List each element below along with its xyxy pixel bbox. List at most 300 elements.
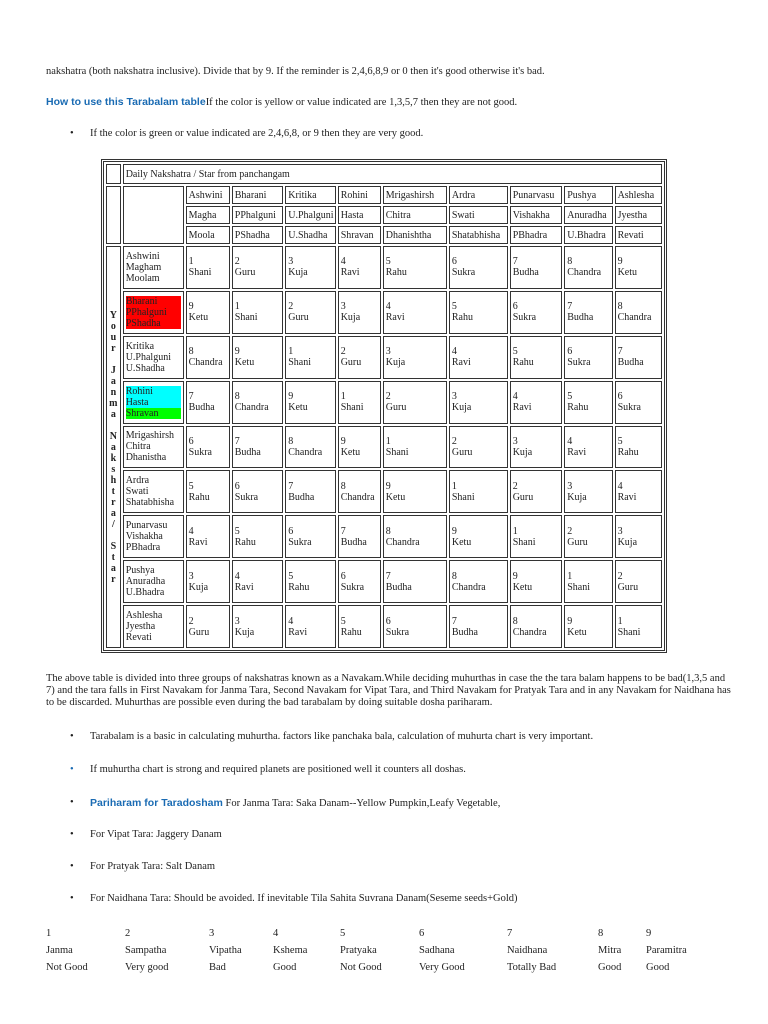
tara-planet: Ketu xyxy=(617,267,638,279)
tara-planet: Ravi xyxy=(340,267,360,279)
tara-cell xyxy=(338,426,381,469)
tara-cell xyxy=(383,470,447,513)
tara-cell xyxy=(383,336,447,379)
tara-quality: Very good xyxy=(125,962,169,973)
tara-planet: Guru xyxy=(385,402,407,414)
row-label-cell xyxy=(123,426,184,469)
side-letter: s xyxy=(111,463,116,475)
tara-number: 8 xyxy=(617,301,623,313)
side-letter: k xyxy=(110,452,117,464)
tara-planet: Guru xyxy=(288,312,309,324)
row-label-line: Ashlesha xyxy=(125,610,163,621)
row-label-line: Shravan xyxy=(126,408,181,419)
tara-cell xyxy=(186,470,230,513)
table-header-row xyxy=(106,164,662,184)
tara-planet: Kuja xyxy=(234,626,255,638)
tara-number: 8 xyxy=(567,256,573,268)
table-row xyxy=(106,605,662,648)
bullet-dot: • xyxy=(70,764,74,775)
tara-number: 7 xyxy=(567,301,573,313)
tara-number: 6 xyxy=(451,256,457,268)
tara-cell xyxy=(186,560,230,603)
tara-number: 5 xyxy=(188,480,194,492)
tara-planet: Budha xyxy=(234,446,261,458)
row-label-line: Swati xyxy=(125,486,149,498)
tara-cell xyxy=(564,291,612,334)
tara-number: 5 xyxy=(234,525,240,537)
tara-legend-item xyxy=(507,925,556,976)
nakshatra-header-cell: Chitra xyxy=(383,206,447,224)
tara-number: 9 xyxy=(234,346,240,358)
tara-num: 9 xyxy=(646,928,652,939)
nakshatra-header-cell: Ardra xyxy=(449,186,508,204)
tara-num: 3 xyxy=(209,928,215,939)
tara-legend-item xyxy=(646,925,687,976)
tara-number: 5 xyxy=(567,391,573,403)
row-label-line: Chitra xyxy=(125,441,151,453)
row-label-line: Ashwini xyxy=(125,250,160,262)
tara-planet: Kuja xyxy=(451,402,472,414)
tara-cell xyxy=(232,336,283,379)
tara-number: 4 xyxy=(288,615,294,627)
tara-number: 2 xyxy=(567,525,573,537)
howto-line xyxy=(46,96,746,108)
tara-quality: Good xyxy=(273,962,297,973)
side-letter: m xyxy=(109,397,118,409)
row-label-line: Ardra xyxy=(125,475,150,487)
tara-number: 1 xyxy=(512,525,518,537)
tara-planet: Guru xyxy=(512,491,534,503)
tara-number: 6 xyxy=(340,570,346,582)
tara-cell xyxy=(285,246,335,289)
tara-planet: Chandra xyxy=(617,312,652,324)
bullet-text: Tarabalam is a basic in calculating muhurtha. factors like panchaka bala, calculation of muhurta chart is very important. xyxy=(90,731,594,742)
row-label-line: Punarvasu xyxy=(125,520,168,532)
tara-number: 3 xyxy=(234,615,240,627)
tara-number: 9 xyxy=(567,615,573,627)
tara-planet: Budha xyxy=(617,357,644,369)
tara-planet: Sukra xyxy=(234,491,259,503)
bullet-dot: • xyxy=(70,797,74,808)
row-label-cell xyxy=(123,560,184,603)
side-letter: t xyxy=(111,485,116,497)
tara-number: 3 xyxy=(188,570,194,582)
side-letter: o xyxy=(110,320,116,332)
tara-cell xyxy=(383,381,447,424)
tara-planet: Guru xyxy=(234,267,256,279)
tara-cell xyxy=(186,381,230,424)
nakshatra-header-cell: PShadha xyxy=(232,226,283,244)
table-row xyxy=(106,246,662,289)
row-label-cell xyxy=(123,605,184,648)
tara-cell xyxy=(186,515,230,558)
row-label-line: Magham xyxy=(125,261,162,273)
tara-legend-item xyxy=(419,925,465,976)
row-label-line: U.Shadha xyxy=(125,362,165,374)
tara-cell xyxy=(285,291,335,334)
tara-number: 5 xyxy=(385,256,391,268)
tara-number: 8 xyxy=(234,391,240,403)
nakshatra-header-cell: Anuradha xyxy=(564,206,612,224)
bullet-text: If the color is green or value indicated are 2,4,6,8, or 9 then they are very good. xyxy=(90,128,424,139)
row-label-line: PShadha xyxy=(126,318,181,329)
tara-planet: Shani xyxy=(288,357,312,369)
tara-name: Sadhana xyxy=(419,945,455,956)
tara-quality: Not Good xyxy=(340,962,382,973)
tara-number: 1 xyxy=(288,346,294,358)
tara-number: 2 xyxy=(512,480,518,492)
blank-side-cell xyxy=(106,186,121,244)
table-row xyxy=(106,426,662,469)
tara-quality: Good xyxy=(598,962,622,973)
tara-cell xyxy=(338,605,381,648)
side-letter: a xyxy=(110,562,116,574)
navakam-paragraph: The above table is divided into three groups of nakshatras known as a Navakam.While deciding muhurthas in case the the tara balam happens to be bad(1,3,5 and 7) and the tara falls in First Navakam for Janma Tara, Second Navakam for Vipat Tara, and Third Navakam for Pratyak Tara and in any Navakam for Naidhana has to be discarded. Muhurthas are possible even during the bad tarabalam by doing suitable dosha pariharam. xyxy=(46,673,731,708)
row-label-line: Moolam xyxy=(125,272,160,284)
row-label-cell xyxy=(123,246,184,289)
intro-text: nakshatra (both nakshatra inclusive). Divide that by 9. If the reminder is 2,4,6,8,9 or 0 then it's good otherwise it's bad. xyxy=(46,66,545,77)
nakshatra-header-row xyxy=(106,206,662,224)
tara-planet: Budha xyxy=(288,491,315,503)
bullet-text: For Naidhana Tara: Should be avoided. If inevitable Tila Sahita Suvrana Danam(Seseme seeds+Gold) xyxy=(90,893,518,904)
tara-cell xyxy=(510,560,563,603)
tara-number: 9 xyxy=(512,570,518,582)
tara-number: 9 xyxy=(188,301,194,313)
tara-number: 8 xyxy=(512,615,518,627)
tara-planet: Budha xyxy=(451,626,478,638)
tara-number: 3 xyxy=(512,435,518,447)
table-row xyxy=(106,515,662,558)
tara-number: 2 xyxy=(385,391,391,403)
howto-text: If the color is yellow or value indicated are 1,3,5,7 then they are not good. xyxy=(205,97,518,108)
tara-number: 5 xyxy=(617,435,623,447)
tara-number: 7 xyxy=(512,256,518,268)
tara-cell xyxy=(615,336,662,379)
table-row xyxy=(106,560,662,603)
tara-number: 2 xyxy=(288,301,294,313)
tara-legend-item xyxy=(273,925,307,976)
side-letter: S xyxy=(110,540,117,552)
tara-quality: Good xyxy=(646,962,670,973)
tara-cell xyxy=(449,426,508,469)
tara-legend-item xyxy=(598,925,621,976)
tara-num: 5 xyxy=(340,928,346,939)
nakshatra-header-cell: Revati xyxy=(615,226,662,244)
tara-name: Kshema xyxy=(273,945,308,956)
tara-planet: Ravi xyxy=(234,581,254,593)
tara-planet: Shani xyxy=(188,267,212,279)
side-letter: r xyxy=(111,342,116,354)
tara-planet: Ravi xyxy=(512,402,532,414)
tarabalam-grid xyxy=(104,162,664,650)
tara-number: 3 xyxy=(617,525,623,537)
row-label-line: Revati xyxy=(125,632,152,643)
tara-cell xyxy=(285,515,335,558)
tara-planet: Kuja xyxy=(512,446,533,458)
tara-number: 4 xyxy=(385,301,391,313)
tara-number: 8 xyxy=(451,570,457,582)
side-letter: u xyxy=(110,331,117,343)
tara-cell xyxy=(510,291,563,334)
tara-planet: Kuja xyxy=(288,267,308,279)
tara-planet: Kuja xyxy=(385,357,406,369)
tara-cell xyxy=(510,426,563,469)
tara-cell xyxy=(449,605,508,648)
tara-number: 5 xyxy=(288,570,294,582)
tara-cell xyxy=(615,426,662,469)
tara-cell xyxy=(449,470,508,513)
tara-cell xyxy=(285,470,335,513)
tara-cell xyxy=(338,246,381,289)
row-label-line: Shatabhisha xyxy=(125,497,175,509)
bullet-text: For Vipat Tara: Jaggery Danam xyxy=(90,829,222,840)
tara-planet: Guru xyxy=(451,446,473,458)
tara-number: 1 xyxy=(385,435,391,447)
tara-planet: Shani xyxy=(385,446,409,458)
tara-name: Mitra xyxy=(598,945,622,956)
row-label-line: Rohini xyxy=(126,386,181,397)
nakshatra-header-cell: Pushya xyxy=(564,186,612,204)
tara-planet: Kuja xyxy=(188,581,209,593)
tara-planet: Chandra xyxy=(234,402,269,414)
tara-number: 9 xyxy=(451,525,457,537)
tara-cell xyxy=(285,336,335,379)
row-label-cell xyxy=(123,291,184,334)
tara-cell xyxy=(232,605,283,648)
tara-cell xyxy=(285,605,335,648)
tara-cell xyxy=(232,381,283,424)
tara-number: 3 xyxy=(385,346,391,358)
tara-number: 6 xyxy=(617,391,623,403)
tara-cell xyxy=(510,605,563,648)
tara-cell xyxy=(232,470,283,513)
tara-number: 5 xyxy=(451,301,457,313)
bullet-dot: • xyxy=(70,128,74,139)
tara-number: 2 xyxy=(451,435,457,447)
tara-planet: Chandra xyxy=(340,491,375,503)
tara-planet: Kuja xyxy=(567,491,587,503)
tara-cell xyxy=(615,381,662,424)
tara-number: 3 xyxy=(451,391,457,403)
tara-number: 7 xyxy=(288,480,294,492)
tara-legend-item xyxy=(46,925,88,976)
nakshatra-header-cell: Swati xyxy=(449,206,508,224)
tara-cell xyxy=(564,426,612,469)
tara-name: Paramitra xyxy=(646,945,687,956)
tara-number: 9 xyxy=(340,435,346,447)
tara-planet: Sukra xyxy=(288,536,312,548)
side-letter: t xyxy=(111,551,116,563)
tara-planet: Chandra xyxy=(451,581,486,593)
tara-planet: Chandra xyxy=(512,626,547,638)
bullet-dot: • xyxy=(70,861,74,872)
nakshatra-header-cell: U.Shadha xyxy=(285,226,335,244)
tara-planet: Kuja xyxy=(617,536,638,548)
tara-number: 8 xyxy=(385,525,391,537)
tara-planet: Sukra xyxy=(385,626,410,638)
tara-cell xyxy=(232,426,283,469)
tara-cell xyxy=(338,560,381,603)
tara-number: 7 xyxy=(451,615,457,627)
row-label-line: Jyestha xyxy=(125,621,156,632)
tara-planet: Ketu xyxy=(567,626,587,638)
tara-planet: Shani xyxy=(512,536,536,548)
side-letter: a xyxy=(110,375,116,387)
tara-cell xyxy=(383,246,447,289)
row-label-line: Dhanistha xyxy=(125,452,167,464)
tara-planet: Sukra xyxy=(512,312,537,324)
tara-cell xyxy=(232,291,283,334)
tara-cell xyxy=(449,515,508,558)
tara-name: Pratyaka xyxy=(340,945,377,956)
tara-planet: Chandra xyxy=(188,357,223,369)
tara-name: Naidhana xyxy=(507,945,548,956)
tara-num: 8 xyxy=(598,928,604,939)
tara-number: 7 xyxy=(234,435,240,447)
tara-planet: Rahu xyxy=(512,357,534,369)
table-row xyxy=(106,291,662,334)
tara-cell xyxy=(564,246,612,289)
tara-number: 4 xyxy=(512,391,518,403)
tara-number: 4 xyxy=(188,525,194,537)
tara-cell xyxy=(564,470,612,513)
row-label-line: Pushya xyxy=(125,565,155,577)
bullet-text: For Pratyak Tara: Salt Danam xyxy=(90,861,216,872)
side-letter: / xyxy=(111,518,115,530)
tara-num: 4 xyxy=(273,928,279,939)
tara-cell xyxy=(449,560,508,603)
tara-number: 7 xyxy=(340,525,346,537)
tara-planet: Budha xyxy=(512,267,539,279)
row-label-cell xyxy=(123,470,184,513)
tara-cell xyxy=(449,336,508,379)
nakshatra-header-cell: Magha xyxy=(186,206,230,224)
tara-legend-item xyxy=(209,925,242,976)
tara-number: 3 xyxy=(567,480,573,492)
tara-cell xyxy=(615,560,662,603)
tara-cell xyxy=(383,515,447,558)
bullet-text: If muhurtha chart is strong and required planets are positioned well it counters all doshas. xyxy=(90,764,466,775)
corner-cell xyxy=(106,164,121,184)
tara-cell xyxy=(285,560,335,603)
bullet-text: Pariharam for Taradosham For Janma Tara: Saka Danam--Yellow Pumpkin,Leafy Vegetable, xyxy=(90,797,501,809)
tara-planet: Chandra xyxy=(288,446,323,458)
tara-cell xyxy=(449,246,508,289)
tara-cell xyxy=(449,381,508,424)
nakshatra-header-cell: Dhanishtha xyxy=(383,226,447,244)
side-letter xyxy=(109,420,118,431)
tara-planet: Guru xyxy=(567,536,588,548)
blank-label-cell xyxy=(123,186,184,244)
tara-cell xyxy=(615,291,662,334)
tara-planet: Guru xyxy=(340,357,362,369)
pariharam-heading: Pariharam for Taradosham xyxy=(90,797,223,809)
tara-number: 7 xyxy=(617,346,623,358)
row-label-line: Kritika xyxy=(125,340,155,352)
tara-number: 6 xyxy=(512,301,518,313)
tara-cell xyxy=(285,381,335,424)
tara-planet: Ravi xyxy=(188,536,208,548)
tarabalam-table xyxy=(101,159,667,653)
tara-cell xyxy=(510,246,563,289)
tara-cell xyxy=(186,336,230,379)
tara-cell xyxy=(564,605,612,648)
tara-planet: Ketu xyxy=(512,581,533,593)
tara-planet: Kuja xyxy=(340,312,361,324)
tara-planet: Shani xyxy=(451,491,475,503)
tara-cell xyxy=(564,381,612,424)
tara-planet: Budha xyxy=(385,581,412,593)
tara-name: Vipatha xyxy=(209,945,242,956)
howto-heading: How to use this Tarabalam table xyxy=(46,96,206,108)
side-letter: n xyxy=(110,386,117,398)
tara-planet: Guru xyxy=(188,626,210,638)
tara-number: 1 xyxy=(340,391,346,403)
bullet-dot: • xyxy=(70,829,74,840)
tara-quality: Totally Bad xyxy=(507,962,557,973)
nakshatra-header-cell: Ashwini xyxy=(186,186,230,204)
tara-cell xyxy=(615,515,662,558)
tara-planet: Guru xyxy=(617,581,639,593)
tara-planet: Sukra xyxy=(188,446,212,458)
row-label-line: Mrigashirsh xyxy=(125,430,175,442)
tara-planet: Budha xyxy=(188,402,215,414)
tara-number: 7 xyxy=(188,391,194,403)
tara-planet: Chandra xyxy=(567,267,602,279)
tara-cell xyxy=(383,605,447,648)
nakshatra-header-cell: Vishakha xyxy=(510,206,563,224)
tara-cell xyxy=(285,426,335,469)
nakshatra-header-cell: Hasta xyxy=(338,206,381,224)
row-label-line: Bharani xyxy=(126,296,181,307)
tara-num: 1 xyxy=(46,928,52,939)
tara-cell xyxy=(383,291,447,334)
tara-planet: Ketu xyxy=(188,312,209,324)
tara-number: 8 xyxy=(340,480,346,492)
tara-planet: Shani xyxy=(617,626,641,638)
tara-number: 6 xyxy=(288,525,294,537)
tara-cell xyxy=(338,470,381,513)
tara-cell xyxy=(186,605,230,648)
row-label-line: PBhadra xyxy=(125,542,161,554)
tara-planet: Sukra xyxy=(340,581,365,593)
nakshatra-header-cell: PBhadra xyxy=(510,226,563,244)
tara-planet: Budha xyxy=(340,536,367,548)
tara-num: 6 xyxy=(419,928,425,939)
nakshatra-header-cell: Mrigashirsh xyxy=(383,186,447,204)
nakshatra-header-cell: Rohini xyxy=(338,186,381,204)
tara-number: 2 xyxy=(617,570,623,582)
tara-number: 1 xyxy=(234,301,240,313)
tara-planet: Rahu xyxy=(188,491,210,503)
tara-planet: Shani xyxy=(234,312,258,324)
tara-number: 9 xyxy=(617,256,623,268)
tara-number: 9 xyxy=(288,391,294,403)
tara-legend-item xyxy=(125,925,168,976)
row-label-cell xyxy=(123,381,184,424)
tara-number: 1 xyxy=(567,570,573,582)
side-letter: r xyxy=(111,496,116,508)
tara-legend-item xyxy=(340,925,382,976)
tara-planet: Budha xyxy=(567,312,594,324)
row-label-line: Hasta xyxy=(126,397,181,408)
side-letter: a xyxy=(110,408,116,420)
row-label-line: Vishakha xyxy=(125,531,163,543)
tara-cell xyxy=(510,381,563,424)
tara-quality: Very Good xyxy=(419,962,465,973)
row-label-cell xyxy=(123,515,184,558)
tara-planet: Sukra xyxy=(617,402,641,414)
